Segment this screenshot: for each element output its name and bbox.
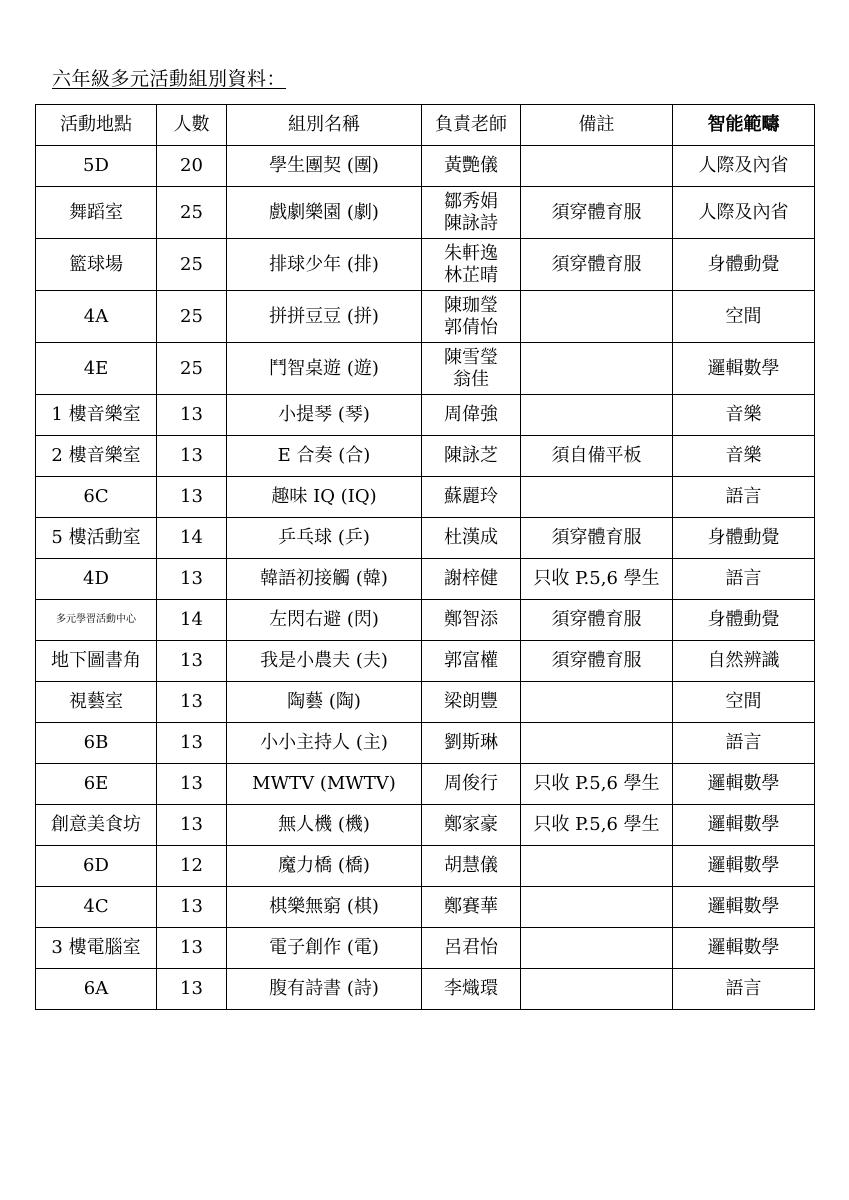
cell-teacher bbox=[422, 559, 521, 600]
cell-note bbox=[521, 846, 673, 887]
cell-domain: 空間 bbox=[673, 682, 815, 723]
cell-note bbox=[521, 343, 673, 395]
cell-location: 籃球場 bbox=[36, 239, 157, 291]
cell-domain: 身體動覺 bbox=[673, 600, 815, 641]
cell-count: 13 bbox=[157, 723, 227, 764]
cell-domain: 音樂 bbox=[673, 395, 815, 436]
cell-domain: 人際及內省 bbox=[673, 187, 815, 239]
cell-count: 25 bbox=[157, 187, 227, 239]
cell-teacher bbox=[422, 343, 521, 395]
cell-note: 須穿體育服 bbox=[521, 239, 673, 291]
cell-group: 我是小農夫 (夫) bbox=[227, 641, 422, 682]
cell-note: 須穿體育服 bbox=[521, 641, 673, 682]
cell-location: 6E bbox=[36, 764, 157, 805]
cell-domain: 身體動覺 bbox=[673, 518, 815, 559]
table-row bbox=[36, 928, 815, 969]
cell-domain: 語言 bbox=[673, 559, 815, 600]
cell-note: 須穿體育服 bbox=[521, 187, 673, 239]
cell-domain: 邏輯數學 bbox=[673, 343, 815, 395]
cell-group: 乒乓球 (乒) bbox=[227, 518, 422, 559]
cell-note bbox=[521, 291, 673, 343]
cell-note: 須穿體育服 bbox=[521, 518, 673, 559]
cell-teacher bbox=[422, 682, 521, 723]
teacher-name: 黃艷儀 bbox=[444, 155, 498, 176]
cell-location: 1 樓音樂室 bbox=[36, 395, 157, 436]
cell-group: 電子創作 (電) bbox=[227, 928, 422, 969]
cell-group: 腹有詩書 (詩) bbox=[227, 969, 422, 1010]
cell-location: 6C bbox=[36, 477, 157, 518]
table-row bbox=[36, 600, 815, 641]
cell-note: 只收 P.5,6 學生 bbox=[521, 764, 673, 805]
cell-teacher bbox=[422, 969, 521, 1010]
teacher-name: 陳雪瑩 bbox=[444, 346, 498, 368]
cell-group: 小提琴 (琴) bbox=[227, 395, 422, 436]
cell-note bbox=[521, 682, 673, 723]
cell-group: E 合奏 (合) bbox=[227, 436, 422, 477]
table-row bbox=[36, 291, 815, 343]
cell-group: MWTV (MWTV) bbox=[227, 764, 422, 805]
teacher-name: 林芷晴 bbox=[444, 264, 498, 286]
cell-teacher bbox=[422, 395, 521, 436]
cell-teacher bbox=[422, 805, 521, 846]
teacher-name: 陳詠芝 bbox=[444, 445, 498, 466]
teacher-name: 鄭智添 bbox=[444, 609, 498, 630]
table-row bbox=[36, 887, 815, 928]
table-row bbox=[36, 518, 815, 559]
cell-teacher bbox=[422, 477, 521, 518]
cell-teacher bbox=[422, 887, 521, 928]
cell-count: 14 bbox=[157, 518, 227, 559]
cell-domain: 邏輯數學 bbox=[673, 764, 815, 805]
header-domain: 智能範疇 bbox=[673, 105, 815, 146]
cell-teacher bbox=[422, 764, 521, 805]
table-row bbox=[36, 846, 815, 887]
teacher-name: 陳珈瑩 bbox=[444, 294, 498, 316]
cell-location: 4A bbox=[36, 291, 157, 343]
cell-group: 魔力橋 (橋) bbox=[227, 846, 422, 887]
cell-location: 視藝室 bbox=[36, 682, 157, 723]
cell-group: 陶藝 (陶) bbox=[227, 682, 422, 723]
cell-domain: 邏輯數學 bbox=[673, 928, 815, 969]
cell-location: 6B bbox=[36, 723, 157, 764]
teacher-name: 杜漢成 bbox=[444, 527, 498, 548]
cell-domain: 語言 bbox=[673, 723, 815, 764]
cell-domain: 音樂 bbox=[673, 436, 815, 477]
cell-count: 25 bbox=[157, 239, 227, 291]
cell-count: 25 bbox=[157, 343, 227, 395]
cell-note bbox=[521, 146, 673, 187]
cell-domain: 人際及內省 bbox=[673, 146, 815, 187]
cell-group: 排球少年 (排) bbox=[227, 239, 422, 291]
header-count: 人數 bbox=[157, 105, 227, 146]
table-row bbox=[36, 723, 815, 764]
cell-count: 13 bbox=[157, 928, 227, 969]
cell-note: 須自備平板 bbox=[521, 436, 673, 477]
cell-location: 3 樓電腦室 bbox=[36, 928, 157, 969]
cell-domain: 邏輯數學 bbox=[673, 846, 815, 887]
cell-group: 棋樂無窮 (棋) bbox=[227, 887, 422, 928]
cell-location: 4E bbox=[36, 343, 157, 395]
table-row bbox=[36, 343, 815, 395]
cell-location: 6D bbox=[36, 846, 157, 887]
teacher-name: 鄭賽華 bbox=[444, 896, 498, 917]
cell-count: 14 bbox=[157, 600, 227, 641]
cell-count: 13 bbox=[157, 682, 227, 723]
cell-location: 創意美食坊 bbox=[36, 805, 157, 846]
teacher-name: 蘇麗玲 bbox=[444, 486, 498, 507]
cell-location: 4C bbox=[36, 887, 157, 928]
cell-count: 13 bbox=[157, 436, 227, 477]
cell-note bbox=[521, 969, 673, 1010]
header-row bbox=[36, 105, 815, 146]
table-row bbox=[36, 764, 815, 805]
table-row bbox=[36, 682, 815, 723]
cell-domain: 語言 bbox=[673, 477, 815, 518]
cell-group: 學生團契 (團) bbox=[227, 146, 422, 187]
cell-count: 13 bbox=[157, 395, 227, 436]
cell-domain: 邏輯數學 bbox=[673, 805, 815, 846]
table-row bbox=[36, 477, 815, 518]
teacher-name: 劉斯琳 bbox=[444, 732, 498, 753]
cell-count: 13 bbox=[157, 559, 227, 600]
cell-domain: 邏輯數學 bbox=[673, 887, 815, 928]
header-teacher: 負責老師 bbox=[422, 105, 521, 146]
cell-location: 地下圖書角 bbox=[36, 641, 157, 682]
cell-domain: 自然辨識 bbox=[673, 641, 815, 682]
table-row bbox=[36, 969, 815, 1010]
teacher-name: 鄒秀娟 bbox=[444, 190, 498, 212]
cell-note bbox=[521, 723, 673, 764]
cell-group: 戲劇樂園 (劇) bbox=[227, 187, 422, 239]
header-group: 組別名稱 bbox=[227, 105, 422, 146]
cell-note bbox=[521, 477, 673, 518]
teacher-name: 周俊行 bbox=[444, 773, 498, 794]
teacher-name: 胡慧儀 bbox=[444, 855, 498, 876]
cell-teacher bbox=[422, 928, 521, 969]
cell-count: 13 bbox=[157, 969, 227, 1010]
cell-count: 13 bbox=[157, 887, 227, 928]
table-row bbox=[36, 559, 815, 600]
cell-teacher bbox=[422, 600, 521, 641]
table-row bbox=[36, 436, 815, 477]
cell-teacher bbox=[422, 291, 521, 343]
teacher-name: 謝梓健 bbox=[444, 568, 498, 589]
cell-count: 13 bbox=[157, 477, 227, 518]
cell-note: 只收 P.5,6 學生 bbox=[521, 805, 673, 846]
cell-domain: 身體動覺 bbox=[673, 239, 815, 291]
cell-note bbox=[521, 887, 673, 928]
teacher-name: 朱軒逸 bbox=[444, 242, 498, 264]
teacher-name: 呂君怡 bbox=[444, 937, 498, 958]
table-row bbox=[36, 239, 815, 291]
cell-note: 只收 P.5,6 學生 bbox=[521, 559, 673, 600]
cell-location: 多元學習活動中心 bbox=[36, 600, 157, 641]
table-row bbox=[36, 395, 815, 436]
cell-teacher bbox=[422, 518, 521, 559]
header-location: 活動地點 bbox=[36, 105, 157, 146]
cell-note bbox=[521, 928, 673, 969]
table-row bbox=[36, 805, 815, 846]
cell-group: 韓語初接觸 (韓) bbox=[227, 559, 422, 600]
cell-location: 2 樓音樂室 bbox=[36, 436, 157, 477]
cell-group: 無人機 (機) bbox=[227, 805, 422, 846]
page-title: 六年級多元活動組別資料： bbox=[52, 68, 287, 90]
teacher-name: 郭倩怡 bbox=[444, 316, 498, 338]
header-note: 備註 bbox=[521, 105, 673, 146]
teacher-name: 翁佳 bbox=[453, 368, 489, 390]
teacher-name: 郭富權 bbox=[444, 650, 498, 671]
cell-location: 舞蹈室 bbox=[36, 187, 157, 239]
teacher-name: 鄭家豪 bbox=[444, 814, 498, 835]
cell-group: 左閃右避 (閃) bbox=[227, 600, 422, 641]
cell-count: 25 bbox=[157, 291, 227, 343]
cell-teacher bbox=[422, 846, 521, 887]
cell-location: 5 樓活動室 bbox=[36, 518, 157, 559]
cell-group: 拼拼豆豆 (拼) bbox=[227, 291, 422, 343]
cell-location: 6A bbox=[36, 969, 157, 1010]
table-row bbox=[36, 641, 815, 682]
cell-count: 13 bbox=[157, 805, 227, 846]
cell-count: 13 bbox=[157, 764, 227, 805]
cell-group: 趣味 IQ (IQ) bbox=[227, 477, 422, 518]
cell-location: 5D bbox=[36, 146, 157, 187]
cell-count: 20 bbox=[157, 146, 227, 187]
cell-note bbox=[521, 395, 673, 436]
cell-teacher bbox=[422, 436, 521, 477]
cell-domain: 空間 bbox=[673, 291, 815, 343]
cell-teacher bbox=[422, 641, 521, 682]
teacher-name: 李熾環 bbox=[444, 978, 498, 999]
cell-teacher bbox=[422, 239, 521, 291]
cell-group: 鬥智桌遊 (遊) bbox=[227, 343, 422, 395]
table-row bbox=[36, 187, 815, 239]
teacher-name: 周偉強 bbox=[444, 404, 498, 425]
cell-teacher bbox=[422, 146, 521, 187]
cell-teacher bbox=[422, 187, 521, 239]
teacher-name: 陳詠詩 bbox=[444, 212, 498, 234]
table-row bbox=[36, 146, 815, 187]
cell-group: 小小主持人 (主) bbox=[227, 723, 422, 764]
cell-location: 4D bbox=[36, 559, 157, 600]
cell-teacher bbox=[422, 723, 521, 764]
cell-count: 12 bbox=[157, 846, 227, 887]
cell-note: 須穿體育服 bbox=[521, 600, 673, 641]
teacher-name: 梁朗豐 bbox=[444, 691, 498, 712]
activity-table bbox=[35, 104, 815, 1010]
cell-domain: 語言 bbox=[673, 969, 815, 1010]
cell-count: 13 bbox=[157, 641, 227, 682]
